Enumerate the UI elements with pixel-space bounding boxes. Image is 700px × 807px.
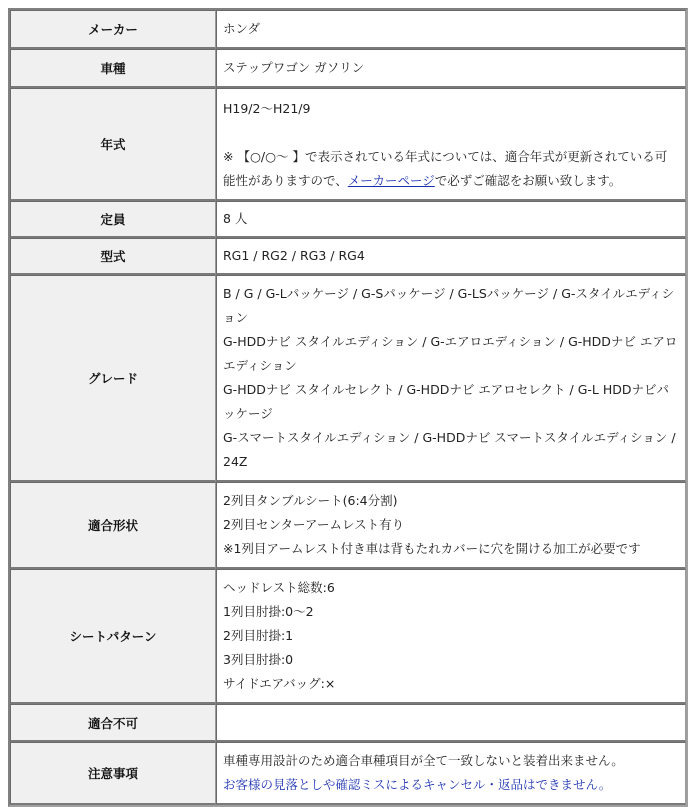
notes-warning-line: お客様の見落としや確認ミスによるキャンセル・返品はできません。 bbox=[223, 777, 612, 792]
label-type: 型式 bbox=[10, 238, 216, 275]
label-model: 車種 bbox=[10, 49, 216, 88]
value-capacity: 8 人 bbox=[216, 201, 686, 238]
value-model: ステップワゴン ガソリン bbox=[216, 49, 686, 88]
label-fit-shape: 適合形状 bbox=[10, 482, 216, 569]
vehicle-spec-table bbox=[8, 8, 688, 807]
label-grade: グレード bbox=[10, 275, 216, 482]
label-maker: メーカー bbox=[10, 10, 216, 49]
fit-shape-line: ※1列目アームレスト付き車は背もたれカバーに穴を開ける加工が必要です bbox=[223, 541, 641, 556]
seat-pattern-line: ヘッドレスト総数:6 bbox=[223, 580, 335, 595]
row-year bbox=[10, 88, 686, 201]
value-seat-pattern-cell bbox=[216, 569, 686, 704]
grade-line: G-スマートスタイルエディション / G-HDDナビ スマートスタイルエディション / 24Z bbox=[223, 430, 676, 469]
seat-pattern-line: 3列目肘掛:0 bbox=[223, 652, 294, 667]
grade-line: B / G / G-Lパッケージ / G-Sパッケージ / G-LSパッケージ / G-スタイルエディション bbox=[223, 286, 675, 325]
label-seat-pattern: シートパターン bbox=[10, 569, 216, 704]
label-year: 年式 bbox=[10, 88, 216, 201]
notes-line: 車種専用設計のため適合車種項目が全て一致しないと装着出来ません。 bbox=[223, 753, 624, 768]
value-year: H19/2〜H21/9 bbox=[223, 101, 311, 116]
row-fit-shape bbox=[10, 482, 686, 569]
year-note bbox=[223, 149, 667, 188]
year-note-suffix: で必ずご確認をお願い致します。 bbox=[434, 173, 622, 188]
grade-line: G-HDDナビ スタイルエディション / G-エアロエディション / G-HDDナビ エアロエディション bbox=[223, 334, 678, 373]
spacer bbox=[223, 121, 679, 145]
year-note-prefix: ※ 【○/○〜 】で表示されている年式については、適合年式が更新されている可能性がありますので、 bbox=[223, 149, 668, 188]
label-notes: 注意事項 bbox=[10, 742, 216, 805]
value-type: RG1 / RG2 / RG3 / RG4 bbox=[216, 238, 686, 275]
label-capacity: 定員 bbox=[10, 201, 216, 238]
seat-pattern-line: サイドエアバッグ:× bbox=[223, 676, 336, 691]
row-seat-pattern bbox=[10, 569, 686, 704]
row-not-compatible bbox=[10, 704, 686, 742]
spec-table-container bbox=[8, 8, 688, 807]
value-year-cell bbox=[216, 88, 686, 201]
value-maker: ホンダ bbox=[216, 10, 686, 49]
row-capacity bbox=[10, 201, 686, 238]
maker-page-link[interactable]: メーカーページ bbox=[347, 173, 435, 188]
label-not-compatible: 適合不可 bbox=[10, 704, 216, 742]
row-type bbox=[10, 238, 686, 275]
row-model bbox=[10, 49, 686, 88]
seat-pattern-line: 2列目肘掛:1 bbox=[223, 628, 294, 643]
row-grade bbox=[10, 275, 686, 482]
seat-pattern-line: 1列目肘掛:0〜2 bbox=[223, 604, 314, 619]
value-not-compatible bbox=[216, 704, 686, 742]
row-maker bbox=[10, 10, 686, 49]
value-grade-cell bbox=[216, 275, 686, 482]
fit-shape-line: 2列目センターアームレスト有り bbox=[223, 517, 405, 532]
value-fit-shape-cell bbox=[216, 482, 686, 569]
fit-shape-line: 2列目タンブルシート(6:4分割) bbox=[223, 493, 398, 508]
grade-line: G-HDDナビ スタイルセレクト / G-HDDナビ エアロセレクト / G-L HDDナビパッケージ bbox=[223, 382, 669, 421]
